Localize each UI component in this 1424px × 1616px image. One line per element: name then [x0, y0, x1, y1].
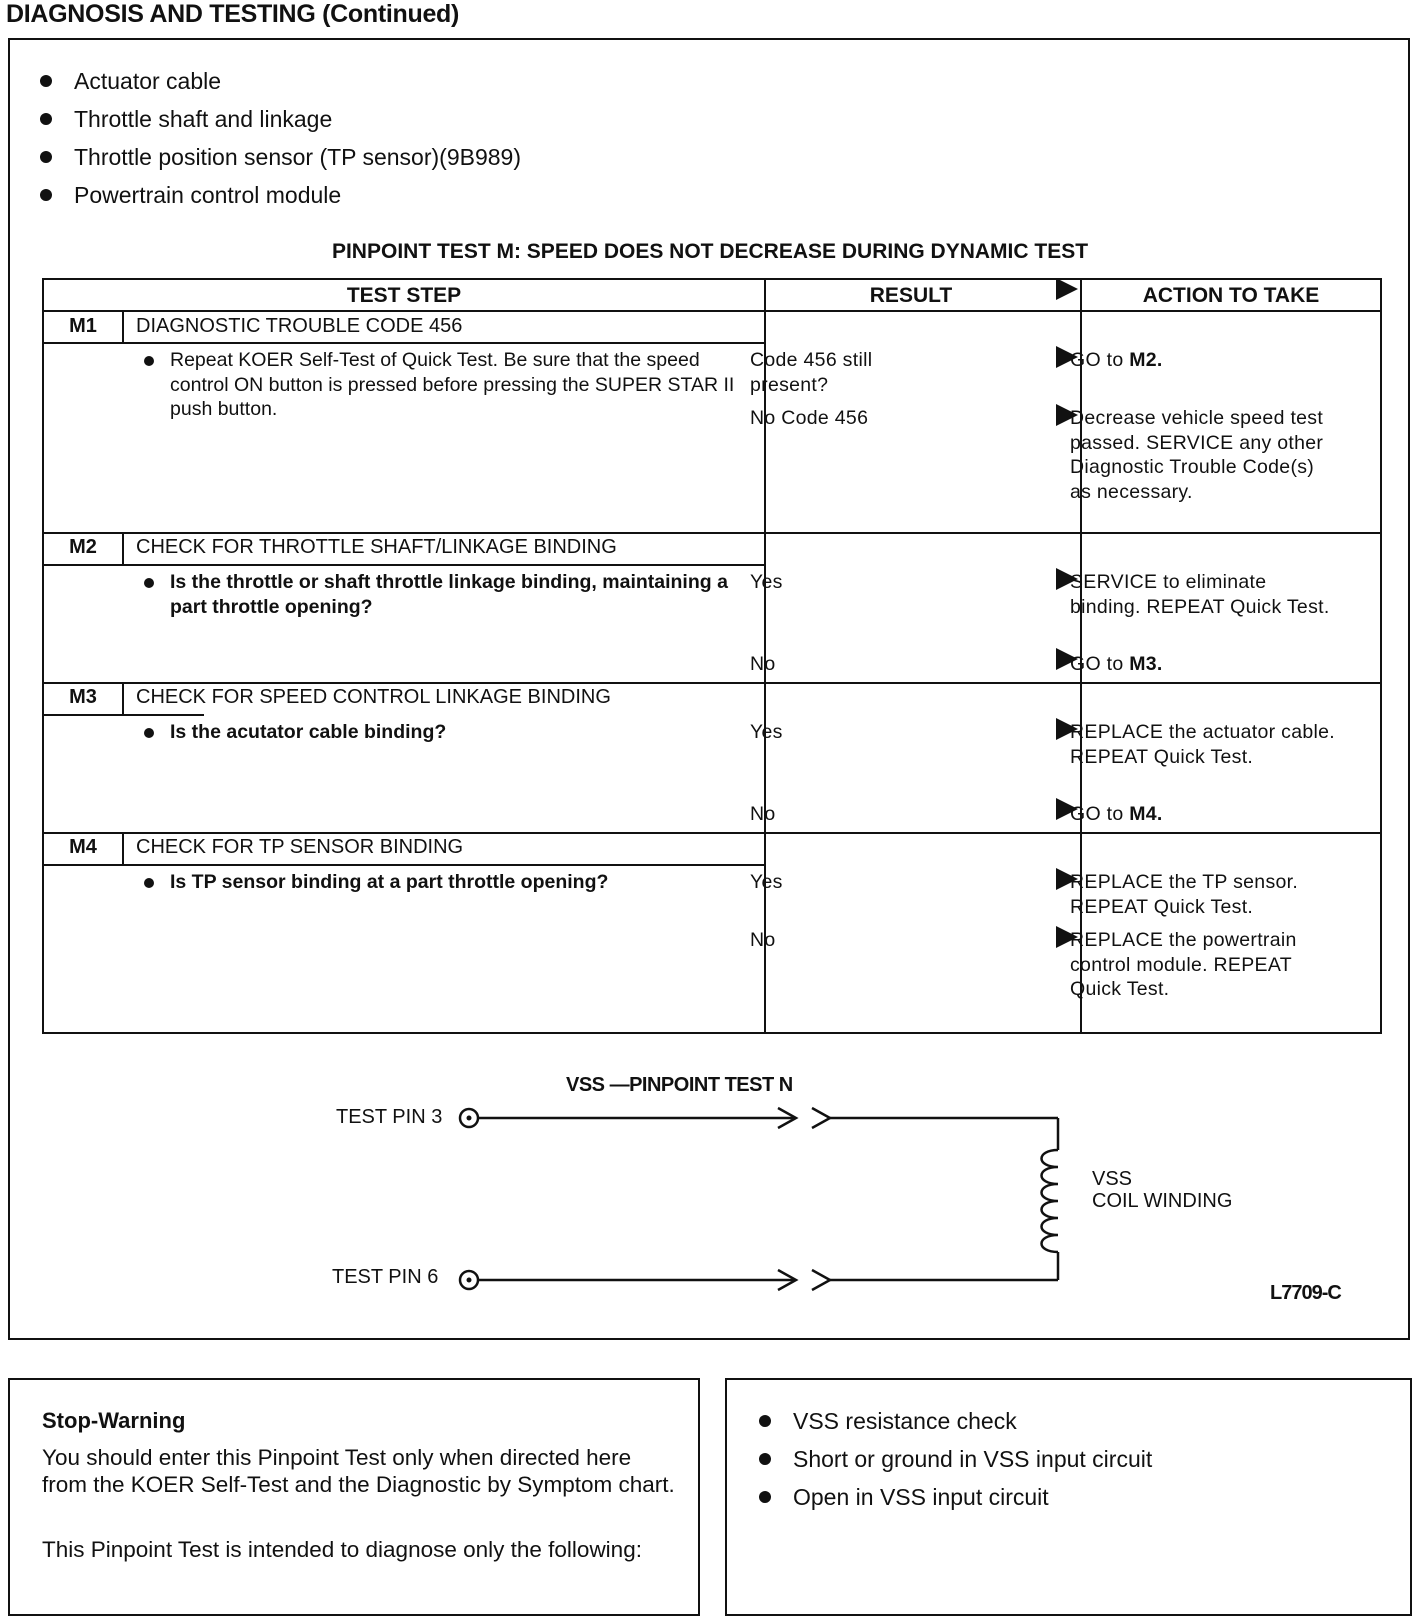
step-id: M4 — [69, 836, 97, 858]
action-text: REPLACE the TP sensor. REPEAT Quick Test. — [1070, 871, 1299, 918]
test-pin-6-label: TEST PIN 6 — [332, 1266, 439, 1288]
header-result: RESULT — [869, 284, 953, 307]
diagnose-list — [759, 1402, 1152, 1516]
result-text: No Code 456 — [750, 407, 869, 429]
action-text: REPLACE the actuator cable. REPEAT Quick Test. — [1070, 721, 1335, 768]
action-text: Decrease vehicle speed test passed. SERVICE any other Diagnostic Trouble Code(s) as necessary. — [1070, 407, 1324, 503]
coil-winding-icon — [1042, 1150, 1059, 1252]
bullet-icon — [144, 578, 154, 588]
circuit-wires — [0, 1060, 1424, 1320]
action-text: GO to M4. — [1070, 803, 1163, 825]
stop-warning-box — [8, 1378, 700, 1616]
warning-paragraph: You should enter this Pinpoint Test only when directed here from the KOER Self-Test and the Diagnostic by Symptom chart. — [42, 1445, 675, 1497]
result-text: Code 456 still present? — [750, 349, 873, 396]
bullet-icon — [144, 728, 154, 738]
bullet-icon — [759, 1415, 771, 1427]
result-text: No — [750, 653, 776, 675]
step-title: CHECK FOR THROTTLE SHAFT/LINKAGE BINDING — [136, 536, 617, 558]
vss-circuit-diagram — [0, 1060, 1424, 1320]
step-id: M3 — [69, 686, 97, 708]
action-text: REPLACE the powertrain control module. REPEAT Quick Test. — [1070, 929, 1297, 1000]
bullet-icon — [40, 113, 52, 125]
warning-paragraph: This Pinpoint Test is intended to diagnose only the following: — [42, 1537, 642, 1562]
warning-title: Stop-Warning — [42, 1408, 186, 1433]
step-title: CHECK FOR SPEED CONTROL LINKAGE BINDING — [136, 686, 611, 708]
bullet-icon — [144, 356, 154, 366]
list-item: VSS resistance check — [759, 1402, 1152, 1440]
result-text: No — [750, 929, 776, 951]
list-item: Open in VSS input circuit — [759, 1478, 1152, 1516]
result-text: Yes — [750, 721, 783, 743]
list-item: Throttle shaft and linkage — [40, 100, 521, 138]
step-instruction: Is the throttle or shaft throttle linkage binding, maintaining a part throttle opening? — [134, 570, 750, 619]
diagram-title: VSS —PINPOINT TEST N — [566, 1074, 793, 1096]
step-title: CHECK FOR TP SENSOR BINDING — [136, 836, 464, 858]
coil-label-winding: COIL WINDING — [1092, 1190, 1233, 1212]
bullet-icon — [40, 75, 52, 87]
list-item: Short or ground in VSS input circuit — [759, 1440, 1152, 1478]
step-instruction: Is the acutator cable binding? — [134, 720, 750, 745]
action-text: SERVICE to eliminate binding. REPEAT Quick Test. — [1070, 571, 1330, 618]
table-title: PINPOINT TEST M: SPEED DOES NOT DECREASE DURING DYNAMIC TEST — [331, 240, 1089, 263]
step-id: M1 — [69, 315, 97, 337]
list-item: Throttle position sensor (TP sensor)(9B989) — [40, 138, 521, 176]
test-pin-3-label: TEST PIN 3 — [336, 1106, 443, 1128]
step-instruction: Is TP sensor binding at a part throttle opening? — [134, 870, 750, 895]
coil-label-vss: VSS — [1092, 1168, 1133, 1190]
figure-id: L7709-C — [1270, 1282, 1341, 1304]
bullet-icon — [759, 1453, 771, 1465]
step-title: DIAGNOSTIC TROUBLE CODE 456 — [136, 315, 463, 337]
header-action: ACTION TO TAKE — [1142, 284, 1320, 307]
bullet-icon — [144, 878, 154, 888]
bullet-icon — [759, 1491, 771, 1503]
step-instruction: Repeat KOER Self-Test of Quick Test. Be sure that the speed control ON button is pressed before pressing the SUPER STAR II push button. — [134, 348, 750, 422]
action-text: GO to M3. — [1070, 653, 1163, 675]
result-text: Yes — [750, 571, 783, 593]
result-text: No — [750, 803, 776, 825]
bullet-icon — [40, 189, 52, 201]
bullet-icon — [40, 151, 52, 163]
arrow-icon — [1056, 278, 1078, 300]
diagnose-list-box — [725, 1378, 1412, 1616]
component-list — [40, 62, 521, 214]
list-item: Actuator cable — [40, 62, 521, 100]
action-text: GO to M2. — [1070, 349, 1163, 371]
pinpoint-test-table — [42, 278, 1382, 1034]
result-text: Yes — [750, 871, 783, 893]
header-test-step: TEST STEP — [346, 284, 462, 307]
step-id: M2 — [69, 536, 97, 558]
list-item: Powertrain control module — [40, 176, 521, 214]
page-title: DIAGNOSIS AND TESTING (Continued) — [6, 0, 460, 28]
